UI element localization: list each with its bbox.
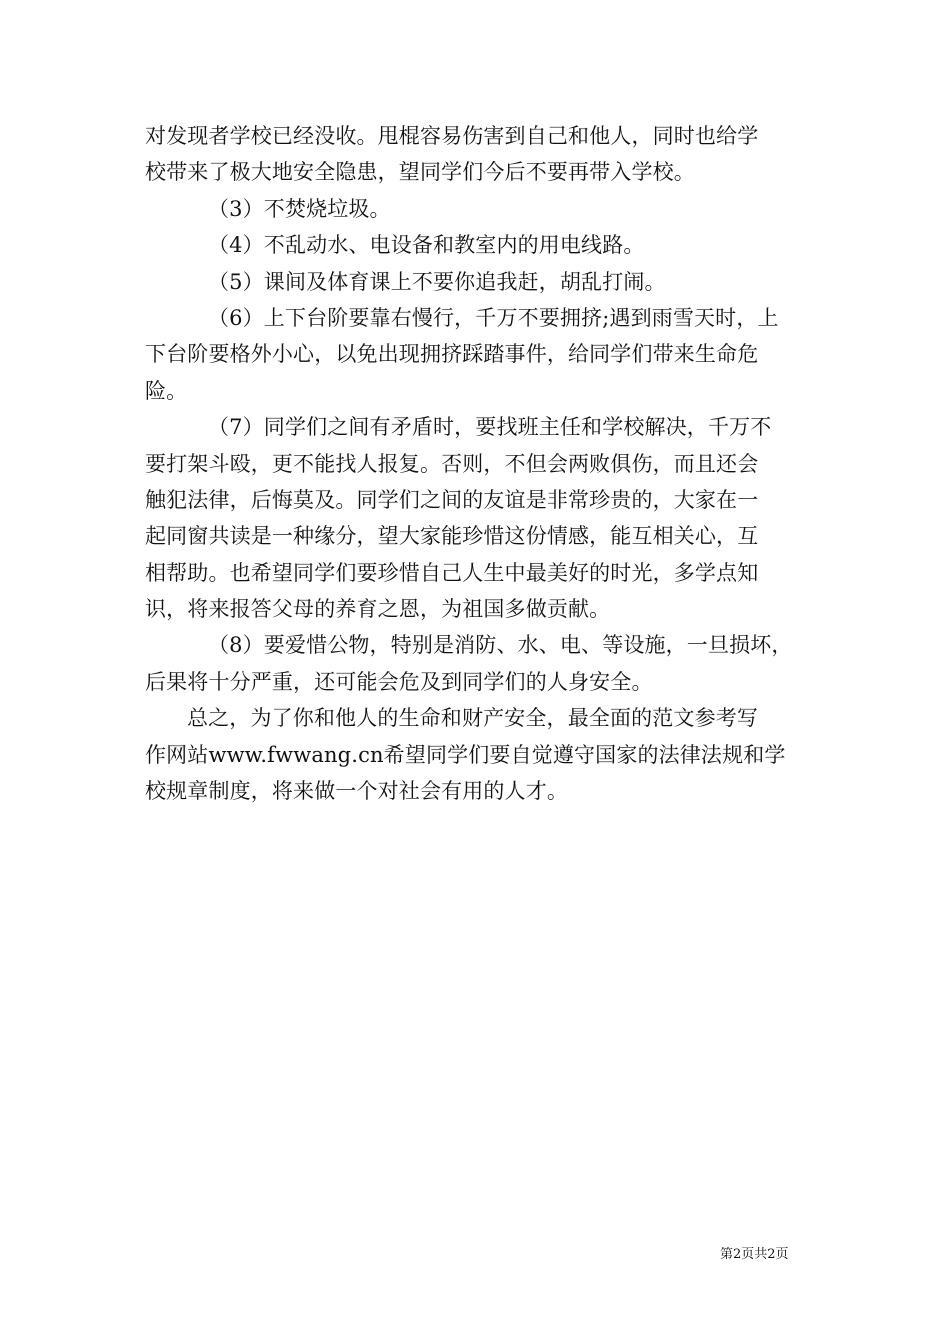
document-body (145, 118, 813, 809)
text-line: 校带来了极大地安全隐患，望同学们今后不要再带入学校。 (145, 160, 695, 185)
text-line: （7）同学们之间有矛盾时，要找班主任和学校解决，千万不 (208, 415, 772, 440)
text-line: （6）上下台阶要靠右慢行，千万不要拥挤;遇到雨雪天时，上 (208, 305, 779, 330)
text-line: 要打架斗殴，更不能找人报复。否则，不但会两败俱伤，而且还会 (145, 451, 759, 476)
text-line: 相帮助。也希望同学们要珍惜自己人生中最美好的时光，多学点知 (145, 560, 759, 585)
text-line: 识，将来报答父母的养育之恩，为祖国多做贡献。 (145, 597, 611, 622)
text-line: 对发现者学校已经没收。甩棍容易伤害到自己和他人，同时也给学 (145, 124, 759, 148)
text-line: （8）要爱惜公物，特别是消防、水、电、等设施，一旦损坏， (208, 633, 793, 658)
text-line: 险。 (145, 378, 188, 403)
text-line: 下台阶要格外小心，以免出现拥挤踩踏事件，给同学们带来生命危 (145, 342, 759, 367)
text-line: （3）不焚烧垃圾。 (208, 196, 391, 221)
text-line: 校规章制度，将来做一个对社会有用的人才。 (145, 779, 568, 804)
text-line: （5）课间及体育课上不要你追我赶，胡乱打闹。 (208, 269, 666, 294)
text-line: 作网站www.fwwang.cn希望同学们要自觉遵守国家的法律法规和学 (145, 742, 786, 767)
text-line: （4）不乱动水、电设备和教室内的用电线路。 (208, 233, 645, 258)
text-line: 起同窗共读是一种缘分，望大家能珍惜这份情感，能互相关心，互 (145, 524, 759, 549)
text-line: 后果将十分严重，还可能会危及到同学们的人身安全。 (145, 669, 653, 694)
page-number: 第2页共2页 (720, 1247, 789, 1262)
text-line: 触犯法律，后悔莫及。同学们之间的友谊是非常珍贵的，大家在一 (145, 487, 759, 512)
text-line: 总之，为了你和他人的生命和财产安全，最全面的范文参考写 (187, 706, 759, 731)
